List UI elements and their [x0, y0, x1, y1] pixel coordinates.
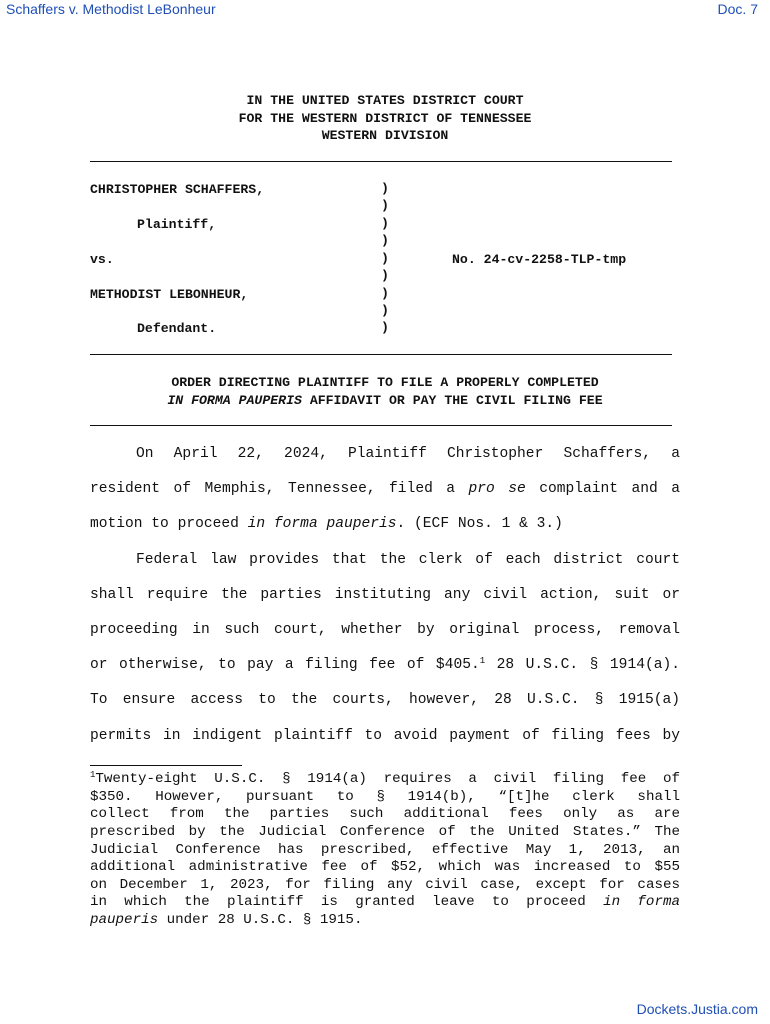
footnote	[90, 771, 680, 930]
footnote-line: in which the plaintiff is granted leave to proceed in forma	[90, 894, 680, 911]
defendant-name: METHODIST LEBONHEUR,	[90, 287, 249, 302]
doc-number-link[interactable]: Doc. 7	[717, 1, 758, 17]
para2-line: permits in indigent plaintiff to avoid payment of filing fees by	[90, 727, 680, 744]
court-line-2: FOR THE WESTERN DISTRICT OF TENNESSEE	[238, 110, 532, 126]
caption-paren: )	[381, 216, 389, 231]
divider-rule	[90, 425, 672, 426]
para2-line: or otherwise, to pay a filing fee of $405.$^1$ 28 U.S.C. § 1914(a).	[90, 656, 680, 674]
para1-line: motion to proceed in forma pauperis. (ECF Nos. 1 & 3.)	[90, 516, 563, 533]
order-title-line-1: ORDER DIRECTING PLAINTIFF TO FILE A PROPERLY COMPLETED	[171, 375, 599, 390]
para2-line: Federal law provides that the clerk of each district court	[136, 551, 680, 568]
divider-rule	[90, 354, 672, 355]
court-heading	[90, 92, 680, 145]
footnote-line: $350. However, pursuant to § 1914(b), “[t]he clerk shall	[90, 788, 680, 805]
court-line-3: WESTERN DIVISION	[321, 128, 449, 143]
caption-paren: )	[381, 251, 389, 266]
caption-paren: )	[381, 233, 389, 248]
plaintiff-role: Plaintiff,	[137, 217, 217, 232]
body-text	[90, 437, 680, 754]
para1-line: On April 22, 2024, Plaintiff Christopher Schaffers, a	[136, 446, 680, 462]
caption-paren: )	[381, 303, 389, 318]
footnote-line: pauperis under 28 U.S.C. § 1915.	[90, 912, 363, 929]
caption-paren: )	[381, 320, 389, 335]
footnote-line: Judicial Conference has prescribed, effective May 1, 2013, an	[90, 841, 680, 858]
footnote-ref[interactable]: 1	[479, 656, 486, 667]
caption-paren: )	[381, 268, 389, 283]
para2-line: To ensure access to the courts, however, 28 U.S.C. § 1915(a)	[90, 692, 680, 709]
versus-label: vs.	[90, 252, 114, 267]
divider-rule	[90, 161, 672, 162]
court-line-1: IN THE UNITED STATES DISTRICT COURT	[246, 93, 524, 108]
para2-line: proceeding in such court, whether by original process, removal	[90, 621, 680, 638]
para2-line: shall require the parties instituting any civil action, suit or	[90, 586, 680, 603]
case-title-link[interactable]: Schaffers v. Methodist LeBonheur	[6, 1, 216, 17]
order-title	[90, 374, 680, 409]
caption-paren: )	[381, 198, 389, 213]
caption-paren: )	[381, 286, 389, 301]
footnote-rule	[90, 765, 242, 766]
para1-line: resident of Memphis, Tennessee, filed a pro se complaint and a	[90, 481, 680, 498]
caption-paren: )	[381, 181, 389, 196]
defendant-role: Defendant.	[137, 321, 217, 336]
footnote-line: collect from the parties such additional fees only as are	[90, 806, 680, 823]
order-title-line-2: IN FORMA PAUPERIS AFFIDAVIT OR PAY THE CIVIL FILING FEE	[167, 392, 603, 408]
footnote-line: additional administrative fee of $52, which was increased to $55	[90, 859, 680, 876]
footnote-line: prescribed by the Judicial Conference of the United States.” The	[90, 823, 680, 840]
case-number: No. 24-cv-2258-TLP-tmp	[452, 252, 627, 267]
plaintiff-name: CHRISTOPHER SCHAFFERS,	[90, 182, 265, 197]
justia-source-link[interactable]: Dockets.Justia.com	[636, 1001, 758, 1017]
footnote-line: on December 1, 2023, for filing any civil case, except for cases	[90, 876, 680, 893]
footnote-line: $^1$Twenty-eight U.S.C. § 1914(a) requires a civil filing fee of	[90, 771, 680, 787]
